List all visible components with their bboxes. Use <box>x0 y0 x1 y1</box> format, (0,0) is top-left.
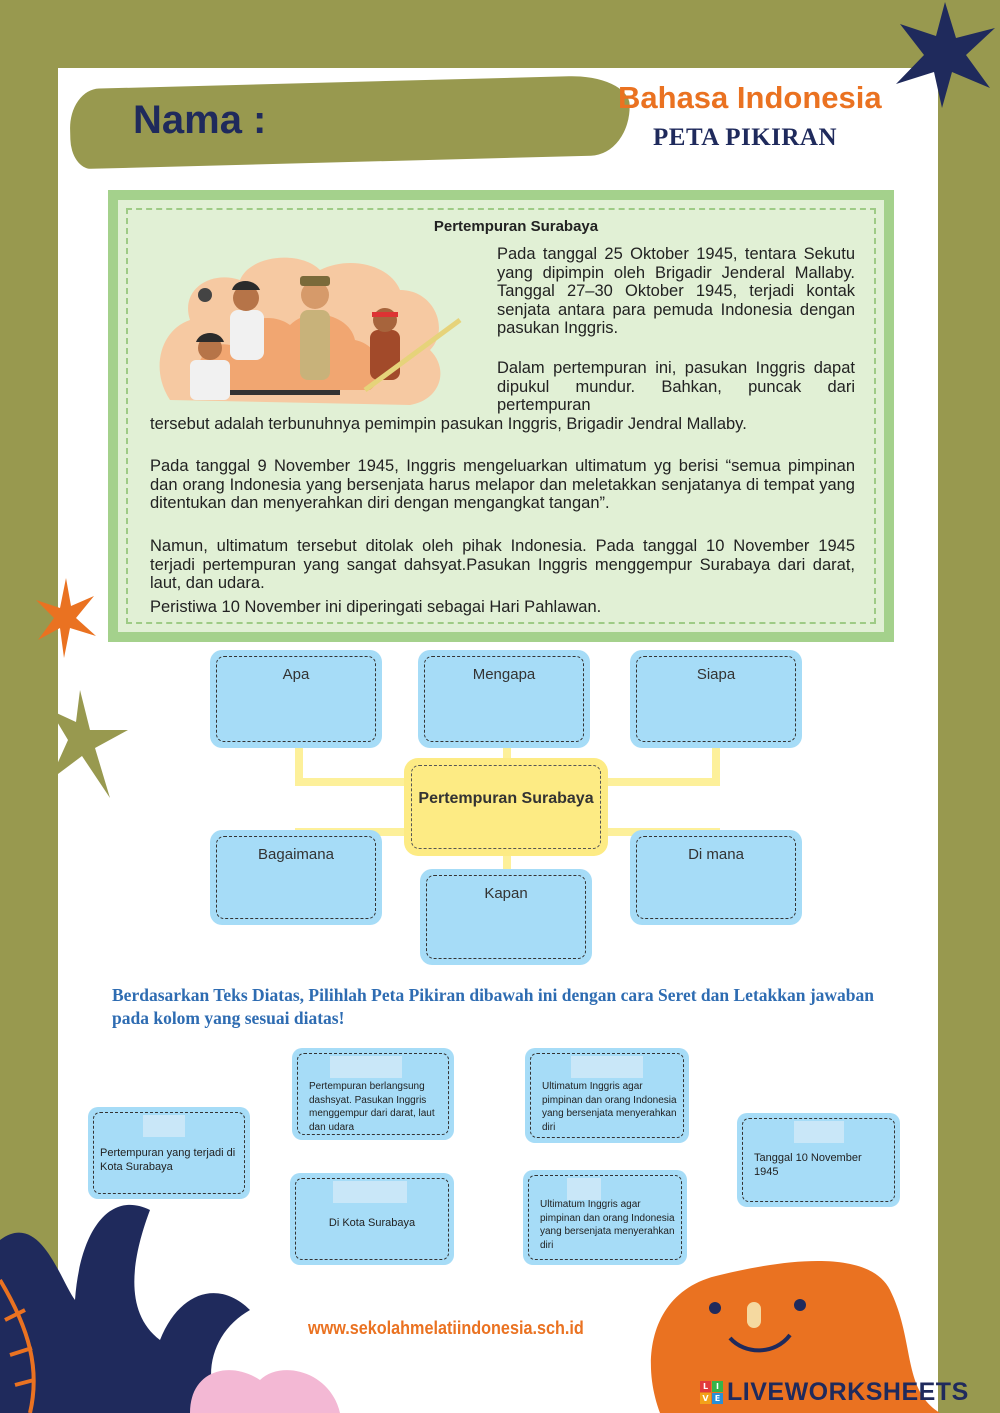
liveworksheets-brand[interactable] <box>700 1378 969 1407</box>
drag-handle[interactable] <box>330 1056 402 1078</box>
drop-box-siapa[interactable] <box>630 650 802 748</box>
worksheet-title: PETA PIKIRAN <box>653 124 838 151</box>
mind-map-center <box>404 758 608 856</box>
website-link[interactable]: www.sekolahmelatiindonesia.sch.id <box>308 1318 584 1338</box>
answer-card-4[interactable] <box>525 1048 689 1143</box>
answer-card-1-text: Pertempuran yang terjadi di Kota Surabaya <box>100 1147 236 1173</box>
answer-card-5-text: Ultimatum Inggris agar pimpinan dan orang Indonesia yang bersenjata menyerahkan diri <box>540 1199 675 1251</box>
leaf-decoration-icon <box>0 1170 360 1413</box>
logo-letter: I <box>712 1381 723 1392</box>
subject-title: Bahasa Indonesia <box>618 80 882 115</box>
logo-letter: V <box>700 1393 711 1404</box>
olive-burst-decoration-icon <box>50 690 130 800</box>
drop-box-mengapa[interactable] <box>418 650 590 748</box>
liveworksheets-logo-icon <box>700 1381 723 1404</box>
article-title: Pertempuran Surabaya <box>433 218 599 235</box>
article-paragraph-3: Pada tanggal 9 November 1945, Inggris mengeluarkan ultimatum yg berisi “semua pimpinan dan orang Indonesia yang bersenjata harus melapor dan meletakkan senjatanya di tempat yang ditentukan dan menyerahkan diri dengan mengangkat tangan”. <box>150 457 855 513</box>
instruction-text: Berdasarkan Teks Diatas, Pilihlah Peta Pikiran dibawah ini dengan cara Seret dan Letakkan jawaban pada kolom yang sesuai diatas! <box>112 985 875 1028</box>
drop-box-bagaimana-label: Bagaimana <box>258 846 334 863</box>
logo-letter: L <box>700 1381 711 1392</box>
drag-handle[interactable] <box>143 1115 185 1137</box>
article-paragraph-4: Namun, ultimatum tersebut ditolak oleh pihak Indonesia. Pada tanggal 10 November 1945 terjadi pertempuran yang sangat dahsyat.Pasukan Inggris menggempur Surabaya dari darat, laut, dan udara. <box>150 537 855 593</box>
battle-illustration <box>150 250 480 410</box>
mind-map-center-label: Pertempuran Surabaya <box>418 790 594 807</box>
drop-box-di-mana-label: Di mana <box>688 846 744 863</box>
article-paragraph-2-part-1: Dalam pertempuran ini, pasukan Inggris dapat dipukul mundur. Bahkan, puncak dari pertempuran <box>497 359 855 415</box>
article-paragraph-5: Peristiwa 10 November ini diperingati sebagai Hari Pahlawan. <box>150 598 602 616</box>
answer-card-3-text: Di Kota Surabaya <box>328 1217 416 1229</box>
drag-handle[interactable] <box>567 1178 601 1200</box>
orange-burst-decoration-icon <box>36 578 96 658</box>
drop-box-siapa-label: Siapa <box>696 666 736 683</box>
drop-box-kapan[interactable] <box>420 869 592 965</box>
drop-box-mengapa-label: Mengapa <box>472 666 536 683</box>
drop-box-apa[interactable] <box>210 650 382 748</box>
connector-siapa-h <box>605 778 720 786</box>
answer-card-6[interactable] <box>737 1113 900 1207</box>
liveworksheets-text: LIVEWORKSHEETS <box>727 1378 969 1406</box>
drag-handle[interactable] <box>794 1121 844 1143</box>
article-paragraph-2-part-2: tersebut adalah terbunuhnya pemimpin pasukan Inggris, Brigadir Jendral Mallaby. <box>150 415 747 433</box>
article-paragraph-1: Pada tanggal 25 Oktober 1945, tentara Sekutu yang dipimpin oleh Brigadir Jenderal Mallaby. Tanggal 27–30 Oktober 1945, terjadi kontak senjata antara para pemuda Indonesia dengan pasukan Inggris. <box>497 245 855 338</box>
logo-letter: E <box>712 1393 723 1404</box>
drop-box-kapan-label: Kapan <box>484 885 528 902</box>
answer-card-2[interactable] <box>292 1048 454 1140</box>
star-decoration-icon <box>890 0 1000 110</box>
connector-apa-h <box>295 778 407 786</box>
answer-card-2-text: Pertempuran berlangsung dashsyat. Pasukan Inggris menggempur dari darat, laut dan udara <box>309 1081 435 1133</box>
drop-box-apa-label: Apa <box>282 666 310 683</box>
drag-handle[interactable] <box>571 1056 643 1078</box>
answer-card-4-text: Ultimatum Inggris agar pimpinan dan orang Indonesia yang bersenjata menyerahkan diri <box>542 1081 677 1133</box>
drop-box-bagaimana[interactable] <box>210 830 382 925</box>
answer-card-6-text: Tanggal 10 November 1945 <box>754 1152 862 1178</box>
name-label: Nama : <box>133 98 267 142</box>
drop-box-di-mana[interactable] <box>630 830 802 925</box>
